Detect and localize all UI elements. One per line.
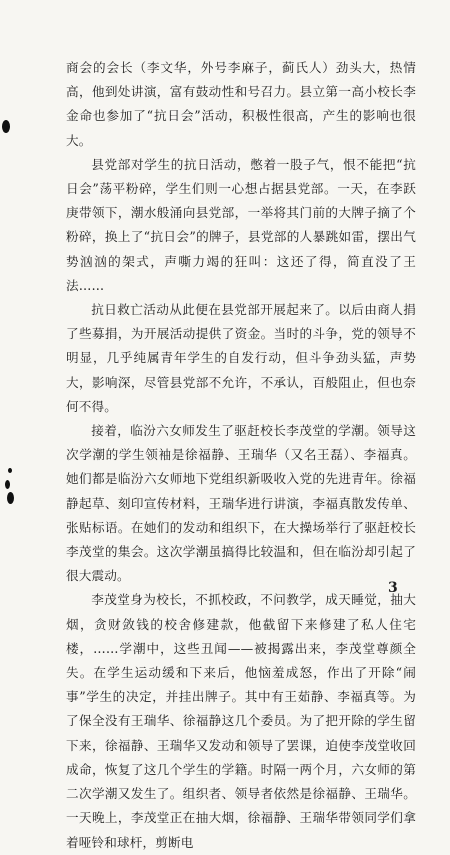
ink-speck-mark [7, 492, 14, 504]
paragraph-5: 李茂堂身为校长，不抓校政，不问教学，成天睡觉，抽大烟，贪财敛钱的校舍修建款，他截留下来修建了私人住宅楼，……学潮中，这些丑闻——被揭露出来，李茂堂尊颜全失。在学生运动缓和下来后，他恼羞成怒，作出了开除“闹事”学生的决定，并挂出牌子。其中有王茹静、李福真等。为了保全没有王瑞华、徐福静这几个委员。为了把开除的学生留下来，徐福静、王瑞华又发动和领导了罢课，迫使李茂堂收回成命，恢复了这几个学生的学籍。时隔一两个月，六女师的第二次学潮又发生了。组织者、领导者依然是徐福静、王瑞华。一天晚上，李茂堂正在抽大烟，徐福静、王瑞华带领同学们拿着哑铃和球杆，剪断电 [66, 592, 416, 850]
paragraph-3: 抗日救亡活动从此便在县党部开展起来了。以后由商人捐了些募捐，为开展活动提供了资金。当时的斗争，党的领导不明显，几乎纯属青年学生的自发行动，但斗争劲头猛，声势大，影响深，尽管县党部不允许，不承认，百般阻止，但也奈何不得。 [66, 302, 416, 414]
binding-hole-mark [2, 120, 10, 133]
paragraph-4: 接着，临汾六女师发生了驱赶校长李茂堂的学潮。领导这次学潮的学生领袖是徐福静、王瑞华（又名王磊）、李福真。她们都是临汾六女师地下党组织新吸收入党的先进青年。徐福静起草、刻印宣传材料，王瑞华进行讲演，李福真散发传单、张贴标语。在她们的发动和组织下，在大操场举行了驱赶校长李茂堂的集会。这次学潮虽搞得比较温和，但在临汾却引起了很大震动。 [66, 423, 416, 584]
body-text [66, 56, 416, 855]
ink-speck-mark [5, 480, 10, 489]
page-number: 3 [388, 580, 398, 596]
paragraph-1-continued: 商会的会长（李文华，外号李麻子，蓟氏人）劲头大，热情高，他到处讲演，富有鼓动性和号召力。县立第一高小校长李金命也参加了“抗日会”活动，积极性很高，产生的影响也很大。 [66, 60, 416, 148]
paragraph-2: 县党部对学生的抗日活动，憋着一股子气，恨不能把“抗日会”荡平粉碎，学生们则一心想占据县党部。一天，在李跃庚带领下，潮水般涌向县党部，一举将其门前的大牌子摘了个粉碎，换上了“抗日会”的牌子，县党部的人暴跳如雷，摆出气势汹汹的架式，声嘶力竭的狂叫：这还了得，简直没了王法…… [66, 156, 416, 293]
ink-speck-mark [8, 468, 12, 473]
